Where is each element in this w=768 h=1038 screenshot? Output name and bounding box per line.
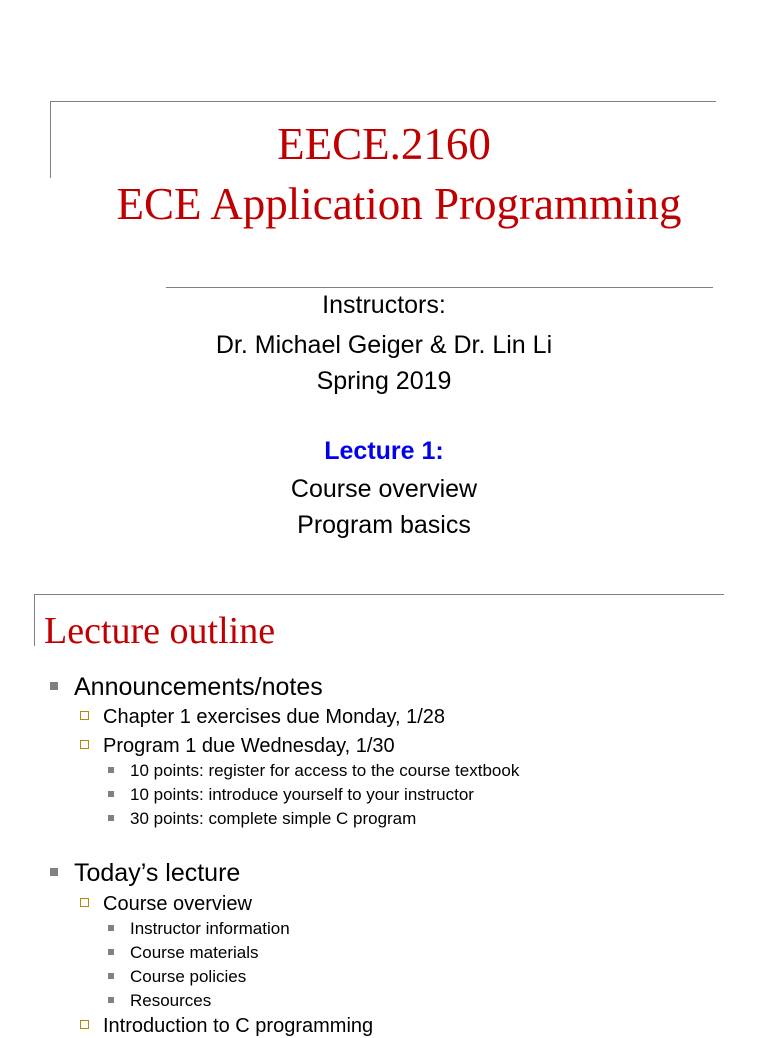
square-bullet-icon bbox=[108, 949, 114, 955]
square-bullet-icon bbox=[50, 682, 58, 690]
square-bullet-icon bbox=[108, 925, 114, 931]
outline-detail-label: Course materials bbox=[130, 943, 259, 962]
square-bullet-icon bbox=[50, 868, 58, 876]
square-bullet-icon bbox=[108, 997, 114, 1003]
course-code: EECE.2160 bbox=[277, 119, 491, 169]
outline-item-label: Announcements/notes bbox=[74, 673, 323, 701]
subtitle-rule bbox=[166, 287, 713, 288]
outline-subitem bbox=[80, 892, 252, 916]
outline-item bbox=[50, 672, 323, 702]
outline-detail bbox=[108, 809, 416, 829]
instructors-label: Instructors: bbox=[322, 291, 446, 319]
term: Spring 2019 bbox=[316, 367, 452, 395]
hollow-square-bullet-icon bbox=[80, 1020, 89, 1029]
square-bullet-icon bbox=[108, 767, 114, 773]
outline-item bbox=[50, 858, 240, 888]
outline-detail bbox=[108, 761, 519, 781]
outline-detail-label: 30 points: complete simple C program bbox=[130, 809, 417, 828]
outline-detail bbox=[108, 991, 211, 1011]
hollow-square-bullet-icon bbox=[80, 711, 89, 720]
outline-subitem-label: Program 1 due Wednesday, 1/30 bbox=[103, 735, 395, 757]
outline-subitem-label: Introduction to C programming bbox=[103, 1015, 374, 1037]
outline-frame-left-rule bbox=[34, 594, 35, 646]
outline-detail-label: 10 points: introduce yourself to your instructor bbox=[130, 785, 474, 804]
lecture-topic: Program basics bbox=[297, 511, 471, 539]
outline-subitem-label: Chapter 1 exercises due Monday, 1/28 bbox=[103, 706, 446, 728]
outline-detail bbox=[108, 919, 290, 939]
square-bullet-icon bbox=[108, 815, 114, 821]
outline-subitem bbox=[80, 705, 445, 729]
outline-detail-label: Resources bbox=[130, 991, 212, 1010]
title-frame-top-rule bbox=[50, 101, 716, 102]
hollow-square-bullet-icon bbox=[80, 898, 89, 907]
outline-subitem-label: Course overview bbox=[103, 893, 252, 915]
outline-detail bbox=[108, 785, 474, 805]
outline-detail-label: 10 points: register for access to the course textbook bbox=[130, 761, 520, 780]
outline-detail-label: Instructor information bbox=[130, 919, 290, 938]
course-name: ECE Application Programming bbox=[116, 179, 682, 229]
outline-subitem bbox=[80, 1014, 373, 1038]
outline-detail bbox=[108, 967, 246, 987]
instructors-names: Dr. Michael Geiger & Dr. Lin Li bbox=[215, 331, 553, 359]
outline-subitem bbox=[80, 734, 395, 758]
outline-item-label: Today’s lecture bbox=[74, 859, 241, 887]
lecture-topic: Course overview bbox=[290, 475, 478, 503]
hollow-square-bullet-icon bbox=[80, 740, 89, 749]
outline-detail-label: Course policies bbox=[130, 967, 247, 986]
outline-frame-top-rule bbox=[34, 594, 724, 595]
lecture-number: Lecture 1: bbox=[324, 437, 444, 465]
square-bullet-icon bbox=[108, 973, 114, 979]
outline-detail bbox=[108, 943, 259, 963]
outline-title: Lecture outline bbox=[44, 610, 276, 652]
square-bullet-icon bbox=[108, 791, 114, 797]
